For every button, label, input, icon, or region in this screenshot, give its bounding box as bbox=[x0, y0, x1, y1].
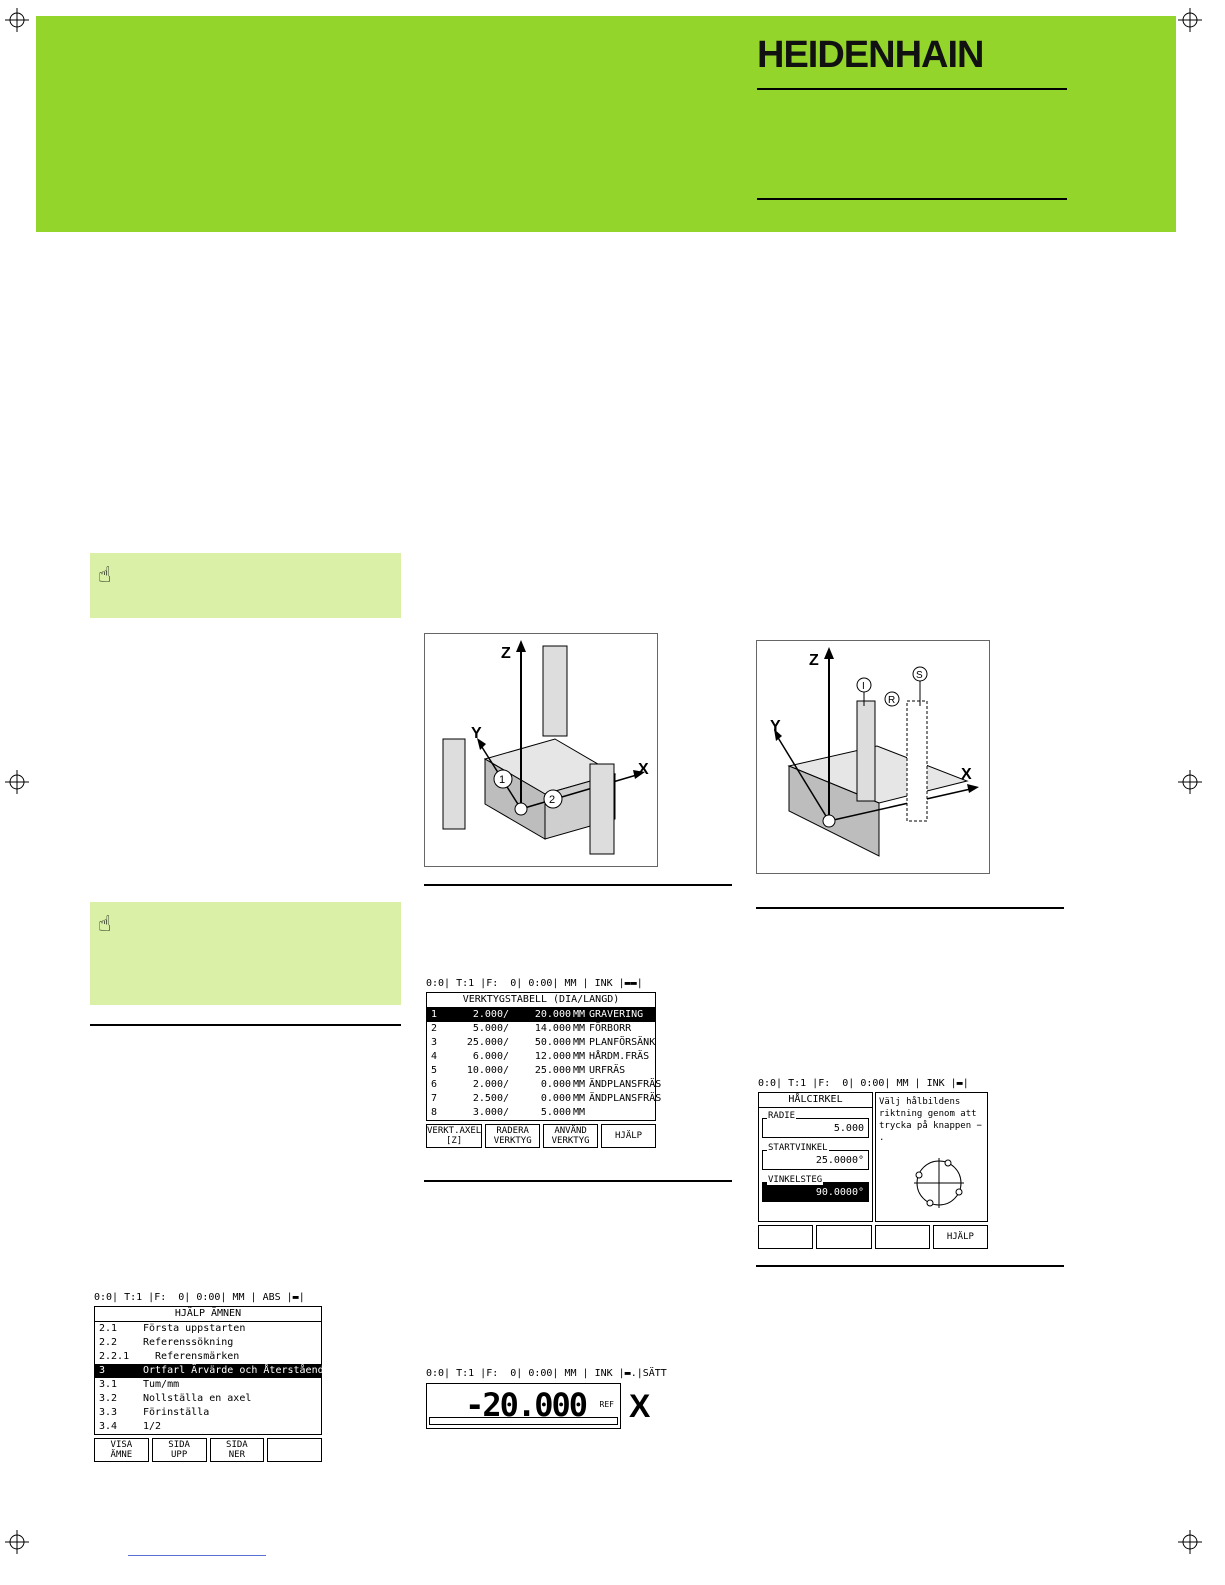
table-row[interactable] bbox=[427, 1064, 655, 1078]
cell-dia: 6.000/ bbox=[472, 1051, 509, 1062]
tool-table-rows bbox=[427, 1008, 662, 1120]
bolt-circle-icon bbox=[904, 1153, 974, 1213]
cell-unit: MM bbox=[573, 1009, 586, 1020]
cell-name: GRAVERING bbox=[589, 1009, 644, 1020]
topic-number: 3.3 bbox=[99, 1407, 118, 1418]
cell-unit: MM bbox=[573, 1079, 586, 1090]
softkey-4[interactable] bbox=[267, 1438, 322, 1462]
field-label: STARTVINKEL bbox=[768, 1143, 828, 1153]
point-2-label: 2 bbox=[549, 794, 556, 806]
cell-len: 0.000 bbox=[540, 1093, 571, 1104]
field-value: 5.000 bbox=[833, 1123, 864, 1134]
softkey-bar bbox=[426, 1124, 656, 1148]
brand-logo: HEIDENHAIN bbox=[757, 34, 984, 76]
touch-off-diagram bbox=[425, 634, 657, 866]
cell-len: 14.000 bbox=[534, 1023, 571, 1034]
cell-len: 5.000 bbox=[540, 1107, 571, 1118]
bolt-circle-form bbox=[758, 1092, 873, 1222]
figure-rule bbox=[424, 1180, 732, 1182]
axis-value: -20.000 bbox=[465, 1386, 586, 1424]
topic-text: Referenssökning bbox=[143, 1337, 234, 1348]
position-display-screenshot bbox=[426, 1368, 667, 1429]
cell-n: 8 bbox=[431, 1107, 438, 1118]
topic-number: 2.2.1 bbox=[99, 1351, 130, 1362]
softkey-3[interactable]: ANVÄND VERKTYG bbox=[543, 1124, 598, 1148]
axis-y-label: Y bbox=[770, 718, 781, 735]
position-bar bbox=[429, 1417, 618, 1425]
cell-name: PLANFÖRSÄNK bbox=[589, 1037, 656, 1048]
list-item[interactable] bbox=[95, 1378, 321, 1392]
field-label: RADIE bbox=[768, 1111, 796, 1121]
softkey-bar bbox=[94, 1438, 322, 1462]
label-s: S bbox=[916, 670, 923, 681]
registration-mark-icon bbox=[1178, 1530, 1202, 1554]
registration-mark-icon bbox=[5, 1530, 29, 1554]
help-panel bbox=[875, 1092, 988, 1222]
list-item[interactable] bbox=[95, 1420, 321, 1434]
help-topics-screenshot bbox=[94, 1292, 354, 1462]
field-vinkelsteg[interactable] bbox=[762, 1175, 869, 1202]
screen-title: HÅLCIRKEL bbox=[759, 1093, 872, 1108]
ref-indicator: REF bbox=[599, 1400, 614, 1409]
label-i: I bbox=[862, 681, 865, 692]
cell-dia: 5.000/ bbox=[472, 1023, 509, 1034]
cell-unit: MM bbox=[573, 1093, 586, 1104]
field-radie[interactable] bbox=[762, 1111, 869, 1138]
softkey-bar bbox=[758, 1225, 988, 1249]
status-bar: 0:0| T:1 |F: 0| 0:00| MM | INK |▬▬| bbox=[426, 978, 643, 989]
topic-text: Första uppstarten bbox=[143, 1323, 246, 1334]
cell-len: 0.000 bbox=[540, 1079, 571, 1090]
cell-len: 25.000 bbox=[534, 1065, 571, 1076]
cell-unit: MM bbox=[573, 1023, 586, 1034]
field-value: 90.0000° bbox=[815, 1187, 864, 1198]
cell-len: 50.000 bbox=[534, 1037, 571, 1048]
note-box bbox=[90, 553, 401, 618]
cell-dia: 25.000/ bbox=[466, 1037, 509, 1048]
list-item[interactable] bbox=[95, 1322, 321, 1336]
topic-text: Tum/mm bbox=[143, 1379, 180, 1390]
list-item[interactable] bbox=[95, 1392, 321, 1406]
field-startvinkel[interactable] bbox=[762, 1143, 869, 1170]
softkey-1[interactable]: VISA ÄMNE bbox=[94, 1438, 149, 1462]
pointing-hand-icon: ☝ bbox=[98, 912, 112, 937]
cell-n: 7 bbox=[431, 1093, 438, 1104]
cell-unit: MM bbox=[573, 1065, 586, 1076]
axis-readout bbox=[426, 1383, 621, 1429]
cell-name: FÖRBORR bbox=[589, 1023, 632, 1034]
softkey-1[interactable]: VERKT.AXEL [Z] bbox=[427, 1126, 482, 1146]
field-label: VINKELSTEG bbox=[768, 1175, 823, 1185]
label-r: R bbox=[888, 695, 896, 706]
section-rule bbox=[90, 1024, 401, 1026]
figure-touch-off bbox=[424, 633, 658, 867]
field-value: 25.0000° bbox=[815, 1155, 864, 1166]
cell-dia: 10.000/ bbox=[466, 1065, 509, 1076]
topic-text: Referensmärken bbox=[143, 1351, 240, 1362]
list-item[interactable] bbox=[95, 1350, 321, 1364]
note-box bbox=[90, 902, 401, 1005]
cell-name: ÄNDPLANSFRÄS bbox=[589, 1093, 662, 1104]
cell-dia: 2.000/ bbox=[472, 1079, 509, 1090]
softkey-1[interactable] bbox=[758, 1225, 813, 1249]
figure-radius-comp bbox=[756, 640, 990, 874]
radius-comp-diagram bbox=[757, 641, 989, 873]
registration-mark-icon bbox=[5, 770, 29, 794]
cell-n: 1 bbox=[431, 1009, 438, 1020]
point-1-label: 1 bbox=[499, 774, 506, 786]
table-row[interactable] bbox=[427, 1008, 655, 1022]
topic-number: 3.1 bbox=[99, 1379, 118, 1390]
softkey-2[interactable]: RADERA VERKTYG bbox=[485, 1124, 540, 1148]
cell-unit: MM bbox=[573, 1051, 586, 1062]
registration-mark-icon bbox=[5, 8, 29, 32]
help-topics-list bbox=[94, 1306, 354, 1435]
table-row[interactable] bbox=[427, 1050, 655, 1064]
cell-n: 6 bbox=[431, 1079, 438, 1090]
topic-number: 2.1 bbox=[99, 1323, 118, 1334]
cell-unit: MM bbox=[573, 1037, 586, 1048]
status-bar: 0:0| T:1 |F: 0| 0:00| MM | ABS |▬| bbox=[94, 1292, 305, 1303]
topic-number: 3.4 bbox=[99, 1421, 118, 1432]
axis-letter: X bbox=[629, 1387, 651, 1424]
status-bar: 0:0| T:1 |F: 0| 0:00| MM | INK |▬.| bbox=[426, 1368, 643, 1379]
cell-name: ÄNDPLANSFRÄS bbox=[589, 1079, 662, 1090]
cell-len: 12.000 bbox=[534, 1051, 571, 1062]
topic-text: 1/2 bbox=[143, 1421, 162, 1432]
cell-name: URFRÄS bbox=[589, 1065, 626, 1076]
pointing-hand-icon: ☝ bbox=[98, 563, 112, 588]
table-row[interactable] bbox=[427, 1022, 655, 1036]
list-item[interactable] bbox=[95, 1406, 321, 1420]
softkey-2[interactable]: SIDA UPP bbox=[152, 1438, 207, 1462]
list-item[interactable] bbox=[95, 1336, 321, 1350]
cell-n: 5 bbox=[431, 1065, 438, 1076]
table-row[interactable] bbox=[427, 1092, 662, 1106]
cell-n: 2 bbox=[431, 1023, 438, 1034]
softkey-4[interactable]: HJÄLP bbox=[933, 1225, 988, 1249]
status-bar: 0:0| T:1 |F: 0| 0:00| MM | INK |▬| bbox=[758, 1078, 969, 1089]
cell-name: HÅRDM.FRÄS bbox=[589, 1051, 650, 1062]
topic-number: 2.2 bbox=[99, 1337, 118, 1348]
registration-mark-icon bbox=[1178, 8, 1202, 32]
topic-text: Ortfarl Ärvärde och Återstående väg bbox=[143, 1365, 354, 1376]
topic-text: Nollställa en axel bbox=[143, 1393, 252, 1404]
topic-number: 3.2 bbox=[99, 1393, 118, 1404]
figure-rule bbox=[424, 884, 732, 886]
softkey-4[interactable]: HJÄLP bbox=[601, 1124, 656, 1148]
link-underline bbox=[128, 1555, 266, 1556]
axis-z-label: Z bbox=[809, 652, 819, 669]
axis-y-label: Y bbox=[471, 725, 482, 742]
cell-n: 4 bbox=[431, 1051, 438, 1062]
axis-x-label: X bbox=[638, 761, 649, 778]
table-row[interactable] bbox=[427, 1036, 655, 1050]
table-row[interactable] bbox=[427, 1078, 662, 1092]
softkey-3[interactable]: SIDA NER bbox=[210, 1438, 265, 1462]
registration-mark-icon bbox=[1178, 770, 1202, 794]
figure-rule bbox=[756, 1265, 1064, 1267]
cell-n: 3 bbox=[431, 1037, 438, 1048]
cell-unit: MM bbox=[573, 1107, 586, 1118]
cell-dia: 2.500/ bbox=[472, 1093, 509, 1104]
cell-len: 20.000 bbox=[534, 1009, 571, 1020]
axis-x-label: X bbox=[961, 766, 972, 783]
help-text: Välj hålbildens riktning genom att trycka på knappen − . bbox=[879, 1097, 982, 1143]
table-row[interactable] bbox=[427, 1106, 655, 1120]
figure-rule bbox=[756, 907, 1064, 909]
tool-table-screenshot bbox=[426, 978, 662, 1148]
screen-title: HJÄLP ÄMNEN bbox=[95, 1307, 321, 1322]
bolt-circle-screenshot bbox=[758, 1078, 988, 1249]
axis-z-label: Z bbox=[501, 645, 511, 662]
header-rule bbox=[757, 88, 1067, 90]
header-rule bbox=[757, 198, 1067, 200]
tool-table bbox=[426, 992, 662, 1121]
cell-dia: 2.000/ bbox=[472, 1009, 509, 1020]
list-item[interactable] bbox=[95, 1364, 354, 1378]
mode-label: SÄTT bbox=[642, 1368, 667, 1379]
softkey-3[interactable] bbox=[875, 1225, 930, 1249]
cell-dia: 3.000/ bbox=[472, 1107, 509, 1118]
softkey-2[interactable] bbox=[816, 1225, 871, 1249]
screen-title: VERKTYGSTABELL (DIA/LANGD) bbox=[427, 993, 655, 1008]
topic-number: 3 bbox=[99, 1365, 106, 1376]
topic-text: Förinställa bbox=[143, 1407, 210, 1418]
